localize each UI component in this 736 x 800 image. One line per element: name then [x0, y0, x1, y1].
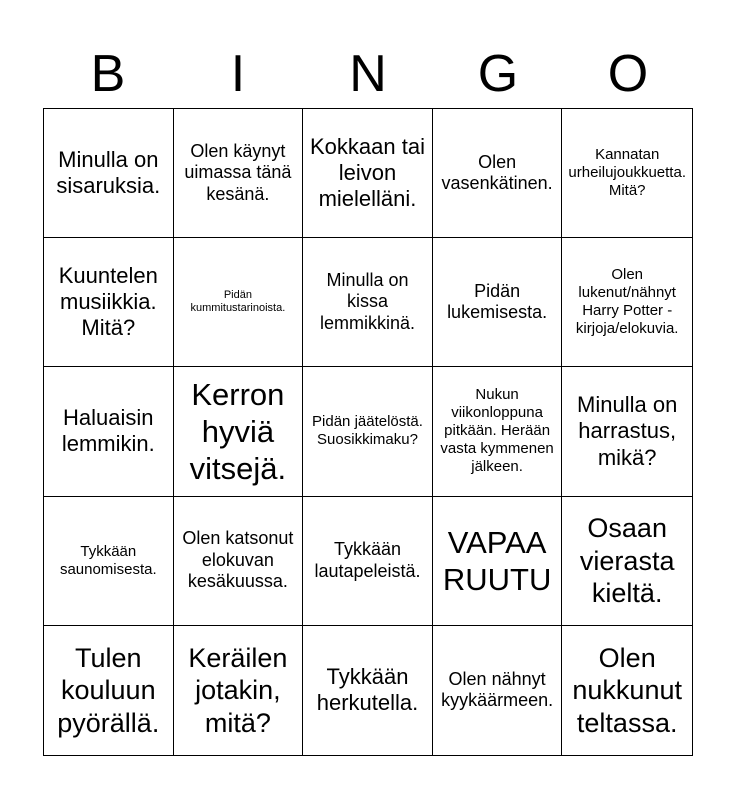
header-letter-n: N	[349, 45, 387, 103]
bingo-cell[interactable]: Kerron hyviä vitsejä.	[174, 367, 304, 496]
bingo-header	[43, 40, 693, 108]
bingo-cell[interactable]: Olen lukenut/nähnyt Harry Potter -kirjoja/elokuvia.	[562, 238, 692, 367]
bingo-cell[interactable]: Haluaisin lemmikin.	[44, 367, 174, 496]
bingo-cell[interactable]: Tykkään saunomisesta.	[44, 497, 174, 626]
bingo-cell[interactable]: Keräilen jotakin, mitä?	[174, 626, 304, 755]
bingo-cell[interactable]: Tulen kouluun pyörällä.	[44, 626, 174, 755]
bingo-cell[interactable]: Olen vasenkätinen.	[433, 109, 563, 238]
bingo-cell[interactable]: Pidän lukemisesta.	[433, 238, 563, 367]
bingo-cell[interactable]: Nukun viikonloppuna pitkään. Herään vasta kymmenen jälkeen.	[433, 367, 563, 496]
bingo-cell[interactable]: Minulla on sisaruksia.	[44, 109, 174, 238]
header-letter-o: O	[607, 45, 649, 103]
bingo-cell[interactable]: Olen nähnyt kyykäärmeen.	[433, 626, 563, 755]
header-letter-b: B	[90, 45, 126, 103]
bingo-cell[interactable]: Kannatan urheilujoukkuetta. Mitä?	[562, 109, 692, 238]
bingo-cell[interactable]: Tykkään herkutella.	[303, 626, 433, 755]
bingo-cell[interactable]: Kokkaan tai leivon mielelläni.	[303, 109, 433, 238]
bingo-grid	[43, 108, 693, 756]
bingo-cell[interactable]: Tykkään lautapeleistä.	[303, 497, 433, 626]
bingo-cell[interactable]: Olen katsonut elokuvan kesäkuussa.	[174, 497, 304, 626]
header-letter-g: G	[477, 45, 519, 103]
bingo-cell[interactable]: Olen nukkunut teltassa.	[572, 642, 682, 738]
bingo-cell[interactable]: Pidän kummitustarinoista.	[174, 238, 304, 367]
bingo-cell[interactable]: Minulla on harrastus, mikä?	[562, 367, 692, 496]
bingo-cell[interactable]: Minulla on kissa lemmikkinä.	[303, 238, 433, 367]
bingo-cell[interactable]: Pidän jäätelöstä. Suosikkimaku?	[303, 367, 433, 496]
header-letter-i: I	[230, 45, 246, 103]
bingo-cell[interactable]: Osaan vierasta kieltä.	[562, 497, 692, 626]
free-space-cell[interactable]: VAPAA RUUTU	[433, 497, 563, 626]
bingo-cell[interactable]: Olen käynyt uimassa tänä kesänä.	[174, 109, 304, 238]
bingo-cell[interactable]: Kuuntelen musiikkia. Mitä?	[44, 238, 174, 367]
